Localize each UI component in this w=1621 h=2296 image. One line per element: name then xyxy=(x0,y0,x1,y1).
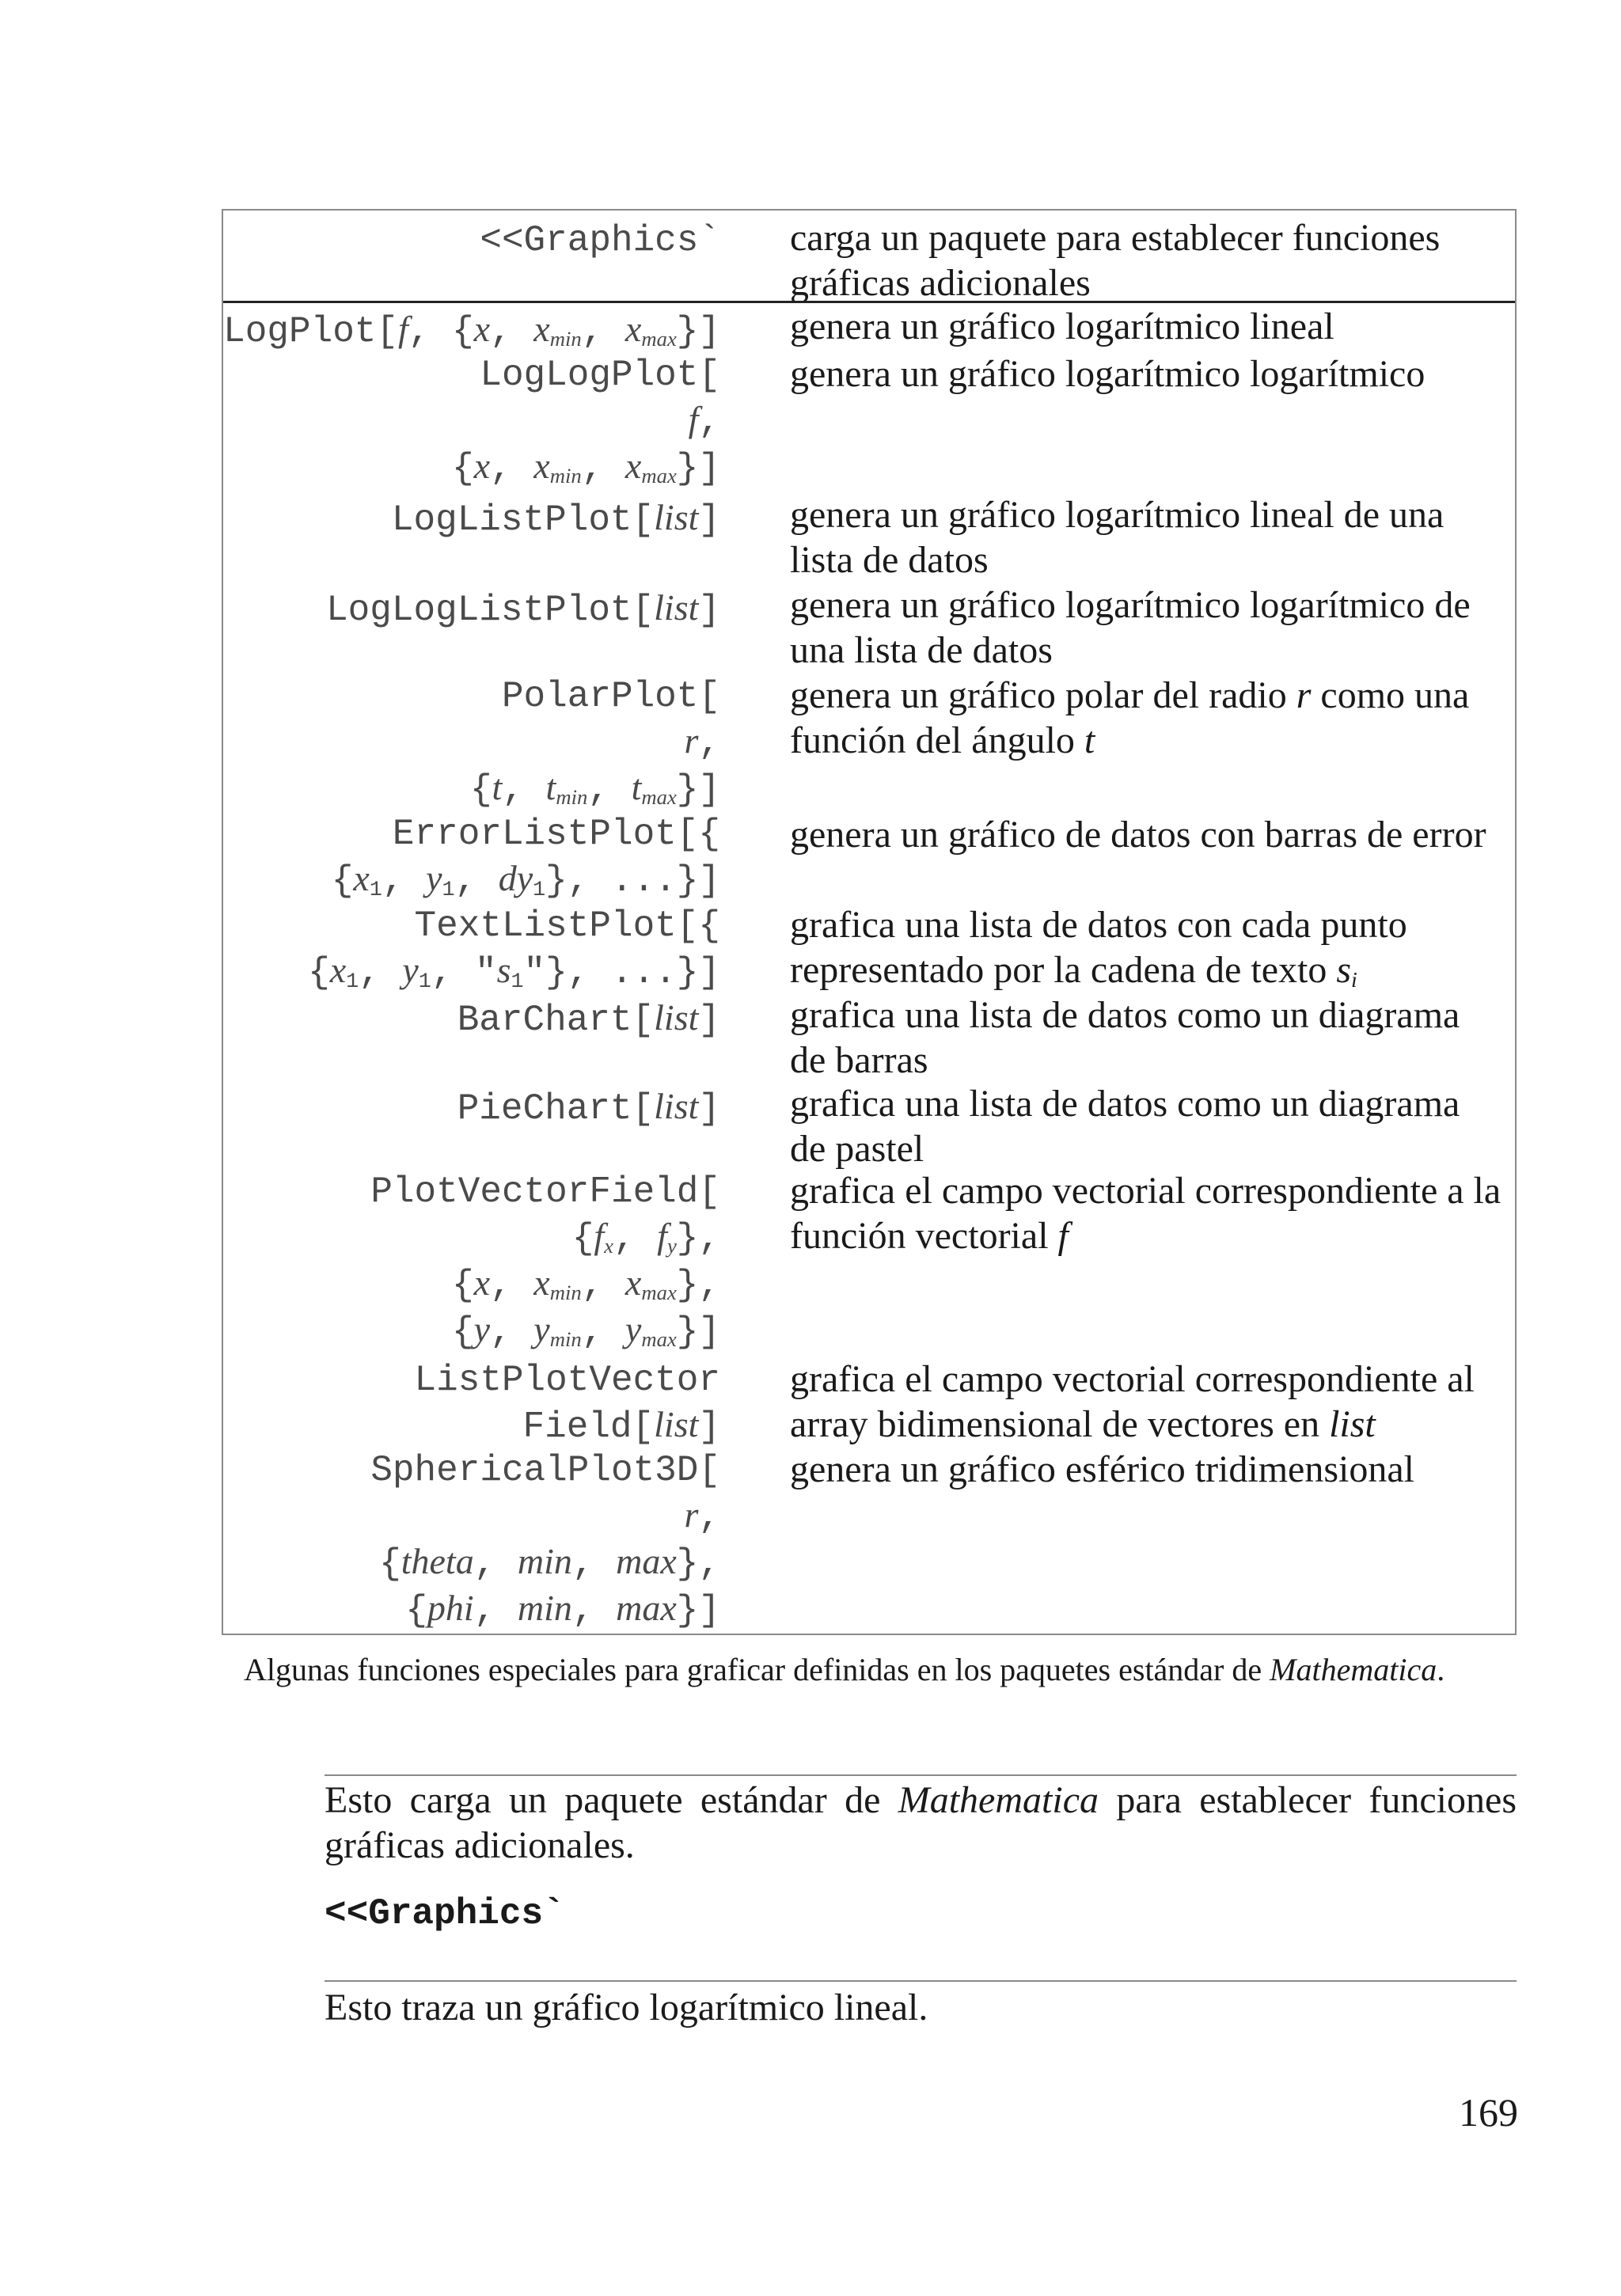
code-sphericalplot3d: SphericalPlot3D[ r, {theta, min, max}, {phi, min, max}] xyxy=(370,1450,720,1631)
desc-polarplot: genera un gráfico polar del radio r como una función del ángulo t xyxy=(790,674,1470,761)
desc-textlistplot: grafica una lista de datos con cada punto representado por la cadena de texto $s_i$ xyxy=(790,904,1407,992)
desc-sphericalplot3d: genera un gráfico esférico tridimensional xyxy=(790,1448,1414,1490)
code-loglogplot: LogLogPlot[ f, {x, $x_{min}$, $x_{max}$}] xyxy=(452,355,720,489)
table-divider xyxy=(223,301,1515,303)
code-errorlistplot: ErrorListPlot[{ {$x_1$, $y_1$, $dy_1$}, ...}] xyxy=(331,814,720,902)
desc-barchart: grafica una lista de datos como un diagrama de barras xyxy=(790,994,1460,1081)
desc-piechart: grafica una lista de datos como un diagrama de pastel xyxy=(790,1083,1460,1170)
header-description: carga un paquete para establecer funciones gráficas adicionales xyxy=(790,217,1441,304)
desc-errorlistplot: genera un gráfico de datos con barras de error xyxy=(790,814,1486,856)
code-loglistplot: LogListPlot[list] xyxy=(391,497,720,541)
desc-loglistplot: genera un gráfico logarítmico lineal de una lista de datos xyxy=(790,494,1444,581)
section-rule-1 xyxy=(325,1774,1517,1776)
code-logplot: LogPlot[f, {x, $x_{min}$, $x_{max}$}] xyxy=(223,309,720,352)
desc-logplot: genera un gráfico logarítmico lineal xyxy=(790,306,1334,347)
desc-loglogplot: genera un gráfico logarítmico logarítmico xyxy=(790,353,1425,395)
code-textlistplot: TextListPlot[{ {$x_1$, $y_1$, "$s_1$"}, ...}] xyxy=(308,905,720,994)
table-caption: Algunas funciones especiales para graficar definidas en los paquetes estándar de Mathematica. xyxy=(244,1652,1445,1687)
code-piechart: PieChart[list] xyxy=(457,1086,720,1129)
section-rule-2 xyxy=(325,1980,1517,1982)
functions-table xyxy=(222,209,1517,1635)
page-number: 169 xyxy=(1459,2090,1518,2135)
section-1-text: Esto carga un paquete estándar de Mathematica para establecer funciones gráficas adicionales. xyxy=(325,1779,1517,1866)
desc-logloglistplot: genera un gráfico logarítmico logarítmico de una lista de datos xyxy=(790,584,1471,671)
code-plotvectorfield: PlotVectorField[ {$f_x$, $f_y$}, {x, $x_{min}$, $x_{max}$}, {y, $y_{min}$, $y_{max}$}] xyxy=(370,1171,720,1353)
desc-plotvectorfield: grafica el campo vectorial correspondiente a la función vectorial f xyxy=(790,1170,1501,1257)
section-2-text: Esto traza un gráfico logarítmico lineal. xyxy=(325,1987,928,2028)
code-listplotvectorfield: ListPlotVector Field[list] xyxy=(414,1360,720,1448)
code-input-graphics: <<Graphics` xyxy=(325,1893,565,1934)
header-code: <<Graphics` xyxy=(480,220,720,261)
code-polarplot: PolarPlot[ r, {t, $t_{min}$, $t_{max}$}] xyxy=(469,676,720,810)
desc-listplotvectorfield: grafica el campo vectorial correspondiente al array bidimensional de vectores en list xyxy=(790,1358,1475,1445)
code-logloglistplot: LogLogListPlot[list] xyxy=(326,587,720,631)
code-barchart: BarChart[list] xyxy=(457,997,720,1041)
